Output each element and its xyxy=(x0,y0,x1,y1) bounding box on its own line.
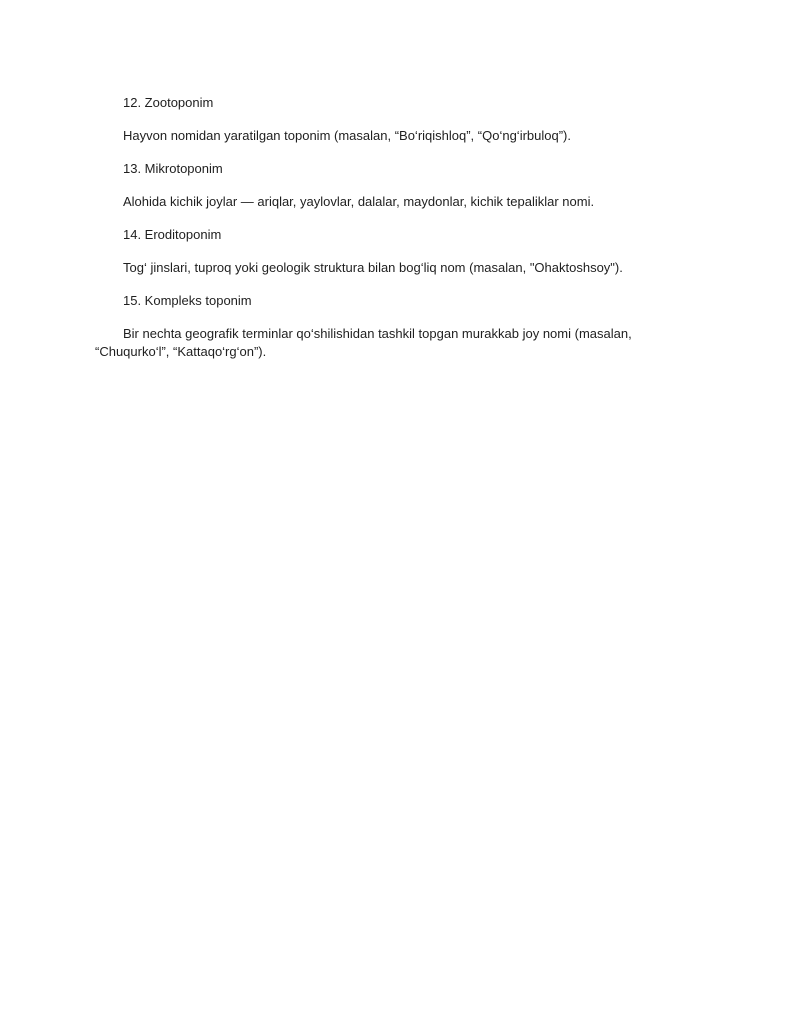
paragraph-eroditoponim: Tog‘ jinslari, tuproq yoki geologik struktura bilan bog‘liq nom (masalan, "Ohaktoshsoy"). xyxy=(123,260,623,275)
section-heading-eroditoponim: 14. Eroditoponim xyxy=(123,227,222,242)
section-heading-zootoponim: 12. Zootoponim xyxy=(123,95,214,110)
paragraph-zootoponim: Hayvon nomidan yaratilgan toponim (masalan, “Bo‘riqishloq”, “Qo‘ng‘irbuloq”). xyxy=(123,128,571,143)
paragraph-kompleks-toponim: Bir nechta geografik terminlar qo‘shilishidan tashkil topgan murakkab joy nomi (masalan, “Chuqurko‘l”, “Kattaqo‘rg‘on”). xyxy=(95,326,632,359)
section-heading-kompleks-toponim: 15. Kompleks toponim xyxy=(123,293,252,308)
paragraph-mikrotoponim: Alohida kichik joylar — ariqlar, yaylovlar, dalalar, maydonlar, kichik tepaliklar nomi. xyxy=(123,194,595,209)
section-heading-mikrotoponim: 13. Mikrotoponim xyxy=(123,161,223,176)
document-body xyxy=(95,94,670,376)
